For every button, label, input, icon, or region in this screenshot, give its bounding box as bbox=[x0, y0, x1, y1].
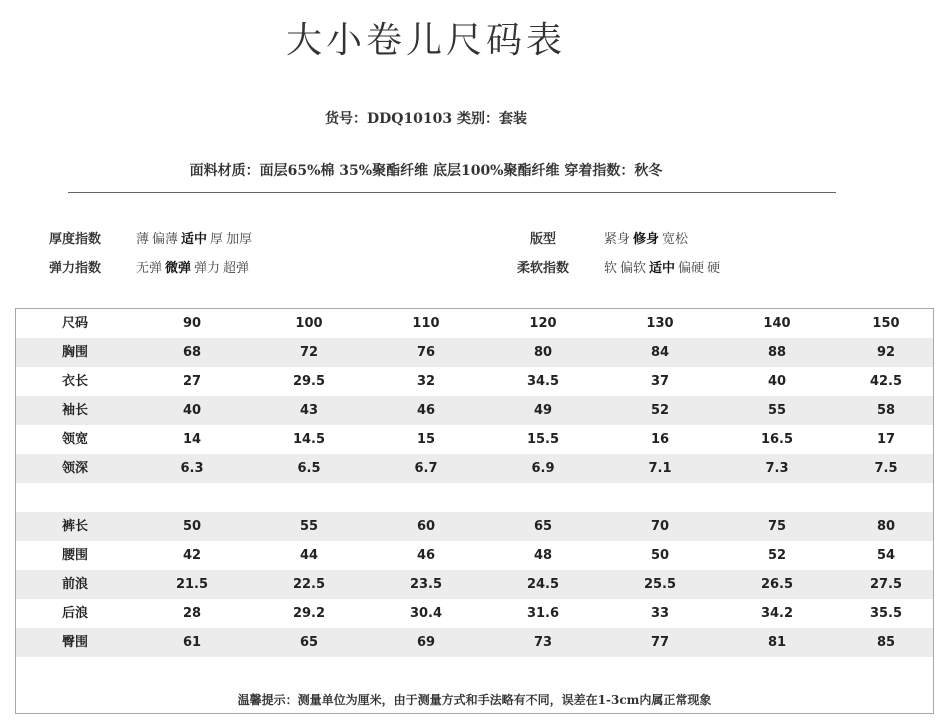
size-table bbox=[15, 308, 934, 714]
table-cell: 29.5 bbox=[292, 374, 326, 389]
divider bbox=[68, 192, 836, 193]
table-cell: 70 bbox=[650, 519, 670, 534]
measurement-note: 温馨提示：测量单位为厘米，由于测量方式和手法略有不同，误差在1-3cm内属正常现象 bbox=[237, 693, 712, 707]
attr-option: 宽松 bbox=[662, 232, 689, 247]
table-cell bbox=[620, 483, 700, 512]
table-cell: 27 bbox=[182, 374, 202, 389]
table-row-label: 裤长 bbox=[61, 519, 88, 534]
table-cell: 55 bbox=[767, 403, 787, 418]
table-cell: 48 bbox=[533, 548, 553, 563]
table-cell bbox=[620, 657, 700, 686]
table-cell: 6.9 bbox=[531, 461, 555, 476]
attr-option: 薄 bbox=[136, 232, 150, 247]
table-cell: 29.2 bbox=[292, 606, 326, 621]
attr-label-softness: 柔软指数 bbox=[517, 261, 570, 276]
table-cell bbox=[152, 657, 232, 686]
table-cell bbox=[737, 657, 817, 686]
attr-options-thickness bbox=[136, 228, 255, 247]
table-cell: 80 bbox=[876, 519, 896, 534]
table-cell: 55 bbox=[299, 519, 319, 534]
table-row bbox=[16, 454, 933, 483]
attr-label-fit: 版型 bbox=[530, 232, 557, 247]
table-row-label: 袖长 bbox=[61, 403, 88, 418]
table-cell: 76 bbox=[416, 345, 436, 360]
table-row bbox=[16, 628, 933, 657]
table-cell: 81 bbox=[767, 635, 787, 650]
table-row bbox=[16, 570, 933, 599]
table-row bbox=[16, 338, 933, 367]
table-cell: 43 bbox=[299, 403, 319, 418]
table-cell bbox=[737, 483, 817, 512]
attr-option: 微弹 bbox=[165, 261, 192, 276]
table-cell: 77 bbox=[650, 635, 670, 650]
table-cell: 80 bbox=[533, 345, 553, 360]
table-cell: 60 bbox=[416, 519, 436, 534]
attr-option: 无弹 bbox=[136, 261, 163, 276]
table-row-label: 领宽 bbox=[61, 432, 88, 447]
table-header-cell: 120 bbox=[529, 316, 557, 331]
table-cell: 65 bbox=[533, 519, 553, 534]
attr-option: 修身 bbox=[633, 232, 660, 247]
table-row bbox=[16, 541, 933, 570]
table-row-label: 衣长 bbox=[61, 374, 88, 389]
attr-options-fit bbox=[604, 228, 691, 247]
table-cell: 34.5 bbox=[526, 374, 560, 389]
table-row-label: 后浪 bbox=[61, 606, 88, 621]
table-row bbox=[16, 657, 933, 686]
table-cell: 31.6 bbox=[526, 606, 560, 621]
attr-option: 软 bbox=[604, 261, 618, 276]
table-cell: 65 bbox=[299, 635, 319, 650]
table-cell: 58 bbox=[876, 403, 896, 418]
table-cell: 44 bbox=[299, 548, 319, 563]
table-cell: 24.5 bbox=[526, 577, 560, 592]
table-cell bbox=[503, 483, 583, 512]
table-cell: 46 bbox=[416, 548, 436, 563]
table-cell: 21.5 bbox=[175, 577, 209, 592]
attr-option: 适中 bbox=[649, 261, 676, 276]
table-row bbox=[16, 367, 933, 396]
table-cell: 17 bbox=[876, 432, 896, 447]
table-header-cell: 140 bbox=[763, 316, 791, 331]
table-cell: 37 bbox=[650, 374, 670, 389]
table-cell: 23.5 bbox=[409, 577, 443, 592]
table-cell: 69 bbox=[416, 635, 436, 650]
table-cell: 49 bbox=[533, 403, 553, 418]
table-cell bbox=[152, 483, 232, 512]
table-row-label: 领深 bbox=[61, 461, 88, 476]
table-cell: 84 bbox=[650, 345, 670, 360]
attr-option: 适中 bbox=[181, 232, 208, 247]
table-cell bbox=[846, 657, 926, 686]
attr-options-softness bbox=[604, 257, 723, 276]
table-cell: 72 bbox=[299, 345, 319, 360]
attr-option: 偏硬 bbox=[678, 261, 705, 276]
table-cell: 68 bbox=[182, 345, 202, 360]
table-cell: 7.5 bbox=[874, 461, 898, 476]
fabric-material-season: 面料材质：面层65%棉 35%聚酯纤维 底层100%聚酯纤维 穿着指数：秋冬 bbox=[189, 163, 663, 179]
table-cell: 54 bbox=[876, 548, 896, 563]
table-cell: 92 bbox=[876, 345, 896, 360]
item-number-category: 货号：DDQ10103 类别：套装 bbox=[324, 111, 528, 127]
table-cell: 73 bbox=[533, 635, 553, 650]
table-cell: 30.4 bbox=[409, 606, 443, 621]
attr-option: 超弹 bbox=[223, 261, 250, 276]
table-cell: 75 bbox=[767, 519, 787, 534]
table-cell bbox=[386, 483, 466, 512]
table-cell bbox=[269, 483, 349, 512]
table-cell: 61 bbox=[182, 635, 202, 650]
table-cell bbox=[386, 657, 466, 686]
table-row bbox=[16, 599, 933, 628]
table-cell: 6.3 bbox=[180, 461, 204, 476]
table-cell: 40 bbox=[767, 374, 787, 389]
attr-options-elasticity bbox=[136, 257, 252, 276]
table-header-cell: 130 bbox=[646, 316, 674, 331]
table-cell: 88 bbox=[767, 345, 787, 360]
table-cell: 22.5 bbox=[292, 577, 326, 592]
table-header-row bbox=[16, 309, 933, 338]
table-cell: 7.3 bbox=[765, 461, 789, 476]
attr-option: 弹力 bbox=[194, 261, 221, 276]
table-cell: 50 bbox=[182, 519, 202, 534]
table-cell: 15 bbox=[416, 432, 436, 447]
table-cell: 33 bbox=[650, 606, 670, 621]
table-cell: 16.5 bbox=[760, 432, 794, 447]
table-cell bbox=[269, 657, 349, 686]
table-cell: 46 bbox=[416, 403, 436, 418]
page-title: 大小卷儿尺码表 bbox=[286, 20, 567, 61]
table-cell: 34.2 bbox=[760, 606, 794, 621]
table-cell: 42.5 bbox=[869, 374, 903, 389]
table-cell: 14 bbox=[182, 432, 202, 447]
table-cell bbox=[846, 483, 926, 512]
attr-label-elasticity: 弹力指数 bbox=[49, 261, 102, 276]
table-header-cell: 尺码 bbox=[61, 316, 88, 331]
attr-label-thickness: 厚度指数 bbox=[49, 232, 102, 247]
table-header-cell: 110 bbox=[412, 316, 440, 331]
attr-option: 硬 bbox=[707, 261, 721, 276]
table-row-label: 前浪 bbox=[61, 577, 88, 592]
table-row-label: 腰围 bbox=[61, 548, 88, 563]
table-cell: 7.1 bbox=[648, 461, 672, 476]
table-cell: 27.5 bbox=[869, 577, 903, 592]
attr-option: 紧身 bbox=[604, 232, 631, 247]
footer-row bbox=[16, 687, 933, 713]
table-cell: 40 bbox=[182, 403, 202, 418]
table-row bbox=[16, 483, 933, 512]
attr-option: 加厚 bbox=[226, 232, 253, 247]
table-cell bbox=[503, 657, 583, 686]
table-cell: 6.5 bbox=[297, 461, 321, 476]
attr-option: 偏软 bbox=[620, 261, 647, 276]
table-cell: 16 bbox=[650, 432, 670, 447]
table-row-label bbox=[35, 657, 115, 686]
table-header-cell: 90 bbox=[182, 316, 202, 331]
table-cell: 85 bbox=[876, 635, 896, 650]
table-cell: 15.5 bbox=[526, 432, 560, 447]
table-row bbox=[16, 512, 933, 541]
table-cell: 6.7 bbox=[414, 461, 438, 476]
attr-option: 偏薄 bbox=[152, 232, 179, 247]
table-cell: 32 bbox=[416, 374, 436, 389]
table-cell: 26.5 bbox=[760, 577, 794, 592]
table-cell: 52 bbox=[767, 548, 787, 563]
table-cell: 42 bbox=[182, 548, 202, 563]
table-row-label: 臀围 bbox=[61, 635, 88, 650]
table-row bbox=[16, 396, 933, 425]
attr-option: 厚 bbox=[210, 232, 224, 247]
table-cell: 50 bbox=[650, 548, 670, 563]
table-cell: 28 bbox=[182, 606, 202, 621]
table-cell: 14.5 bbox=[292, 432, 326, 447]
table-row-label: 胸围 bbox=[61, 345, 88, 360]
table-row bbox=[16, 425, 933, 454]
table-header-cell: 150 bbox=[872, 316, 900, 331]
table-cell: 35.5 bbox=[869, 606, 903, 621]
table-cell: 52 bbox=[650, 403, 670, 418]
table-row-label bbox=[35, 483, 115, 512]
table-cell: 25.5 bbox=[643, 577, 677, 592]
table-header-cell: 100 bbox=[295, 316, 323, 331]
